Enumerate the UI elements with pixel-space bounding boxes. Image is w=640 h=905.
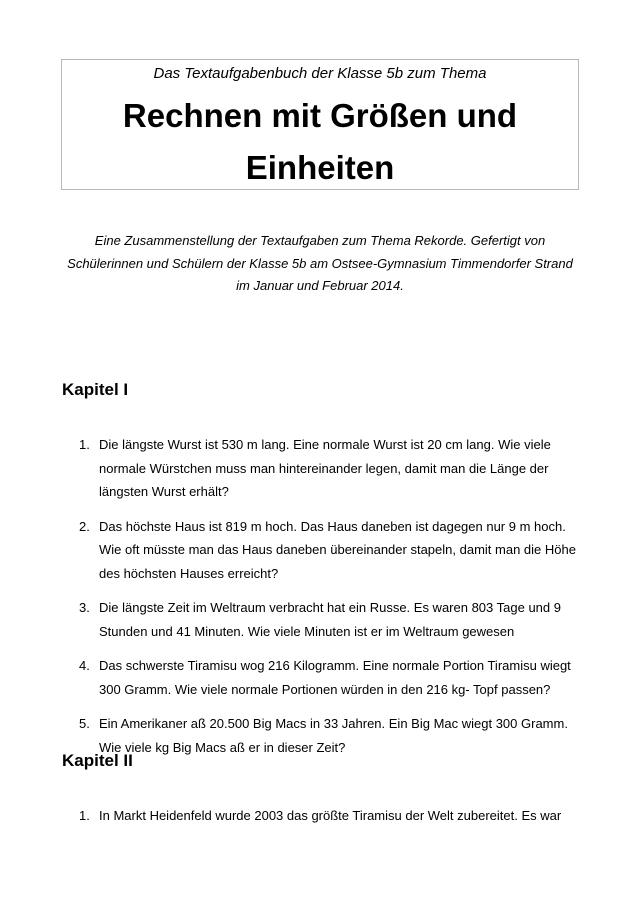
task-number: 2. xyxy=(79,518,90,534)
document-title-line-1: Rechnen mit Größen und xyxy=(122,97,518,134)
list-item xyxy=(62,654,582,701)
list-item xyxy=(62,712,582,759)
list-item xyxy=(62,596,582,643)
document-title xyxy=(62,90,578,194)
task-text: In Markt Heidenfeld wurde 2003 das größte Tiramisu der Welt zubereitet. Es war xyxy=(99,808,562,823)
task-text: Das höchste Haus ist 819 m hoch. Das Haus daneben ist dagegen nur 9 m hoch. Wie oft müsste man das Haus daneben übereinander stapeln, damit man die Höhe des höchsten Hauses erreicht? xyxy=(99,518,576,581)
chapter-heading-2: Kapitel II xyxy=(62,751,133,770)
document-title-line-2: Einheiten xyxy=(245,149,395,186)
task-number: 3. xyxy=(79,600,90,615)
list-item xyxy=(62,515,582,586)
task-list-chapter-2 xyxy=(62,804,582,839)
task-number: 1. xyxy=(79,808,90,823)
task-number: 1. xyxy=(79,437,90,452)
intro-paragraph: Eine Zusammenstellung der Textaufgaben zum Thema Rekorde. Gefertigt von Schülerinnen und Schülern der Klasse 5b am Ostsee-Gymnasium Timmendorfer Strand im Januar und Februar 2014. xyxy=(67,233,573,293)
document-subtitle: Das Textaufgabenbuch der Klasse 5b zum Thema xyxy=(153,65,487,82)
list-item xyxy=(62,433,582,504)
task-number: 5. xyxy=(79,716,90,731)
task-text: Die längste Zeit im Weltraum verbracht hat ein Russe. Es waren 803 Tage und 9 Stunden und 41 Minuten. Wie viele Minuten ist er im Weltraum gewesen xyxy=(99,600,561,639)
task-number: 4. xyxy=(79,658,90,673)
task-text: Ein Amerikaner aß 20.500 Big Macs in 33 Jahren. Ein Big Mac wiegt 300 Gramm. Wie viele kg Big Macs aß er in dieser Zeit? xyxy=(99,716,568,755)
task-text: Das schwerste Tiramisu wog 216 Kilogramm. Eine normale Portion Tiramisu wiegt 300 Gramm. Wie viele normale Portionen würden in den 216 kg- Topf passen? xyxy=(99,658,571,697)
chapter-heading-1: Kapitel I xyxy=(62,380,129,399)
title-box xyxy=(61,59,579,190)
task-list-chapter-1 xyxy=(62,433,582,770)
task-text: Die längste Wurst ist 530 m lang. Eine normale Wurst ist 20 cm lang. Wie viele normale Würstchen muss man hintereinander legen, damit man die Länge der längsten Wurst erhält? xyxy=(99,437,551,499)
list-item xyxy=(62,804,582,828)
